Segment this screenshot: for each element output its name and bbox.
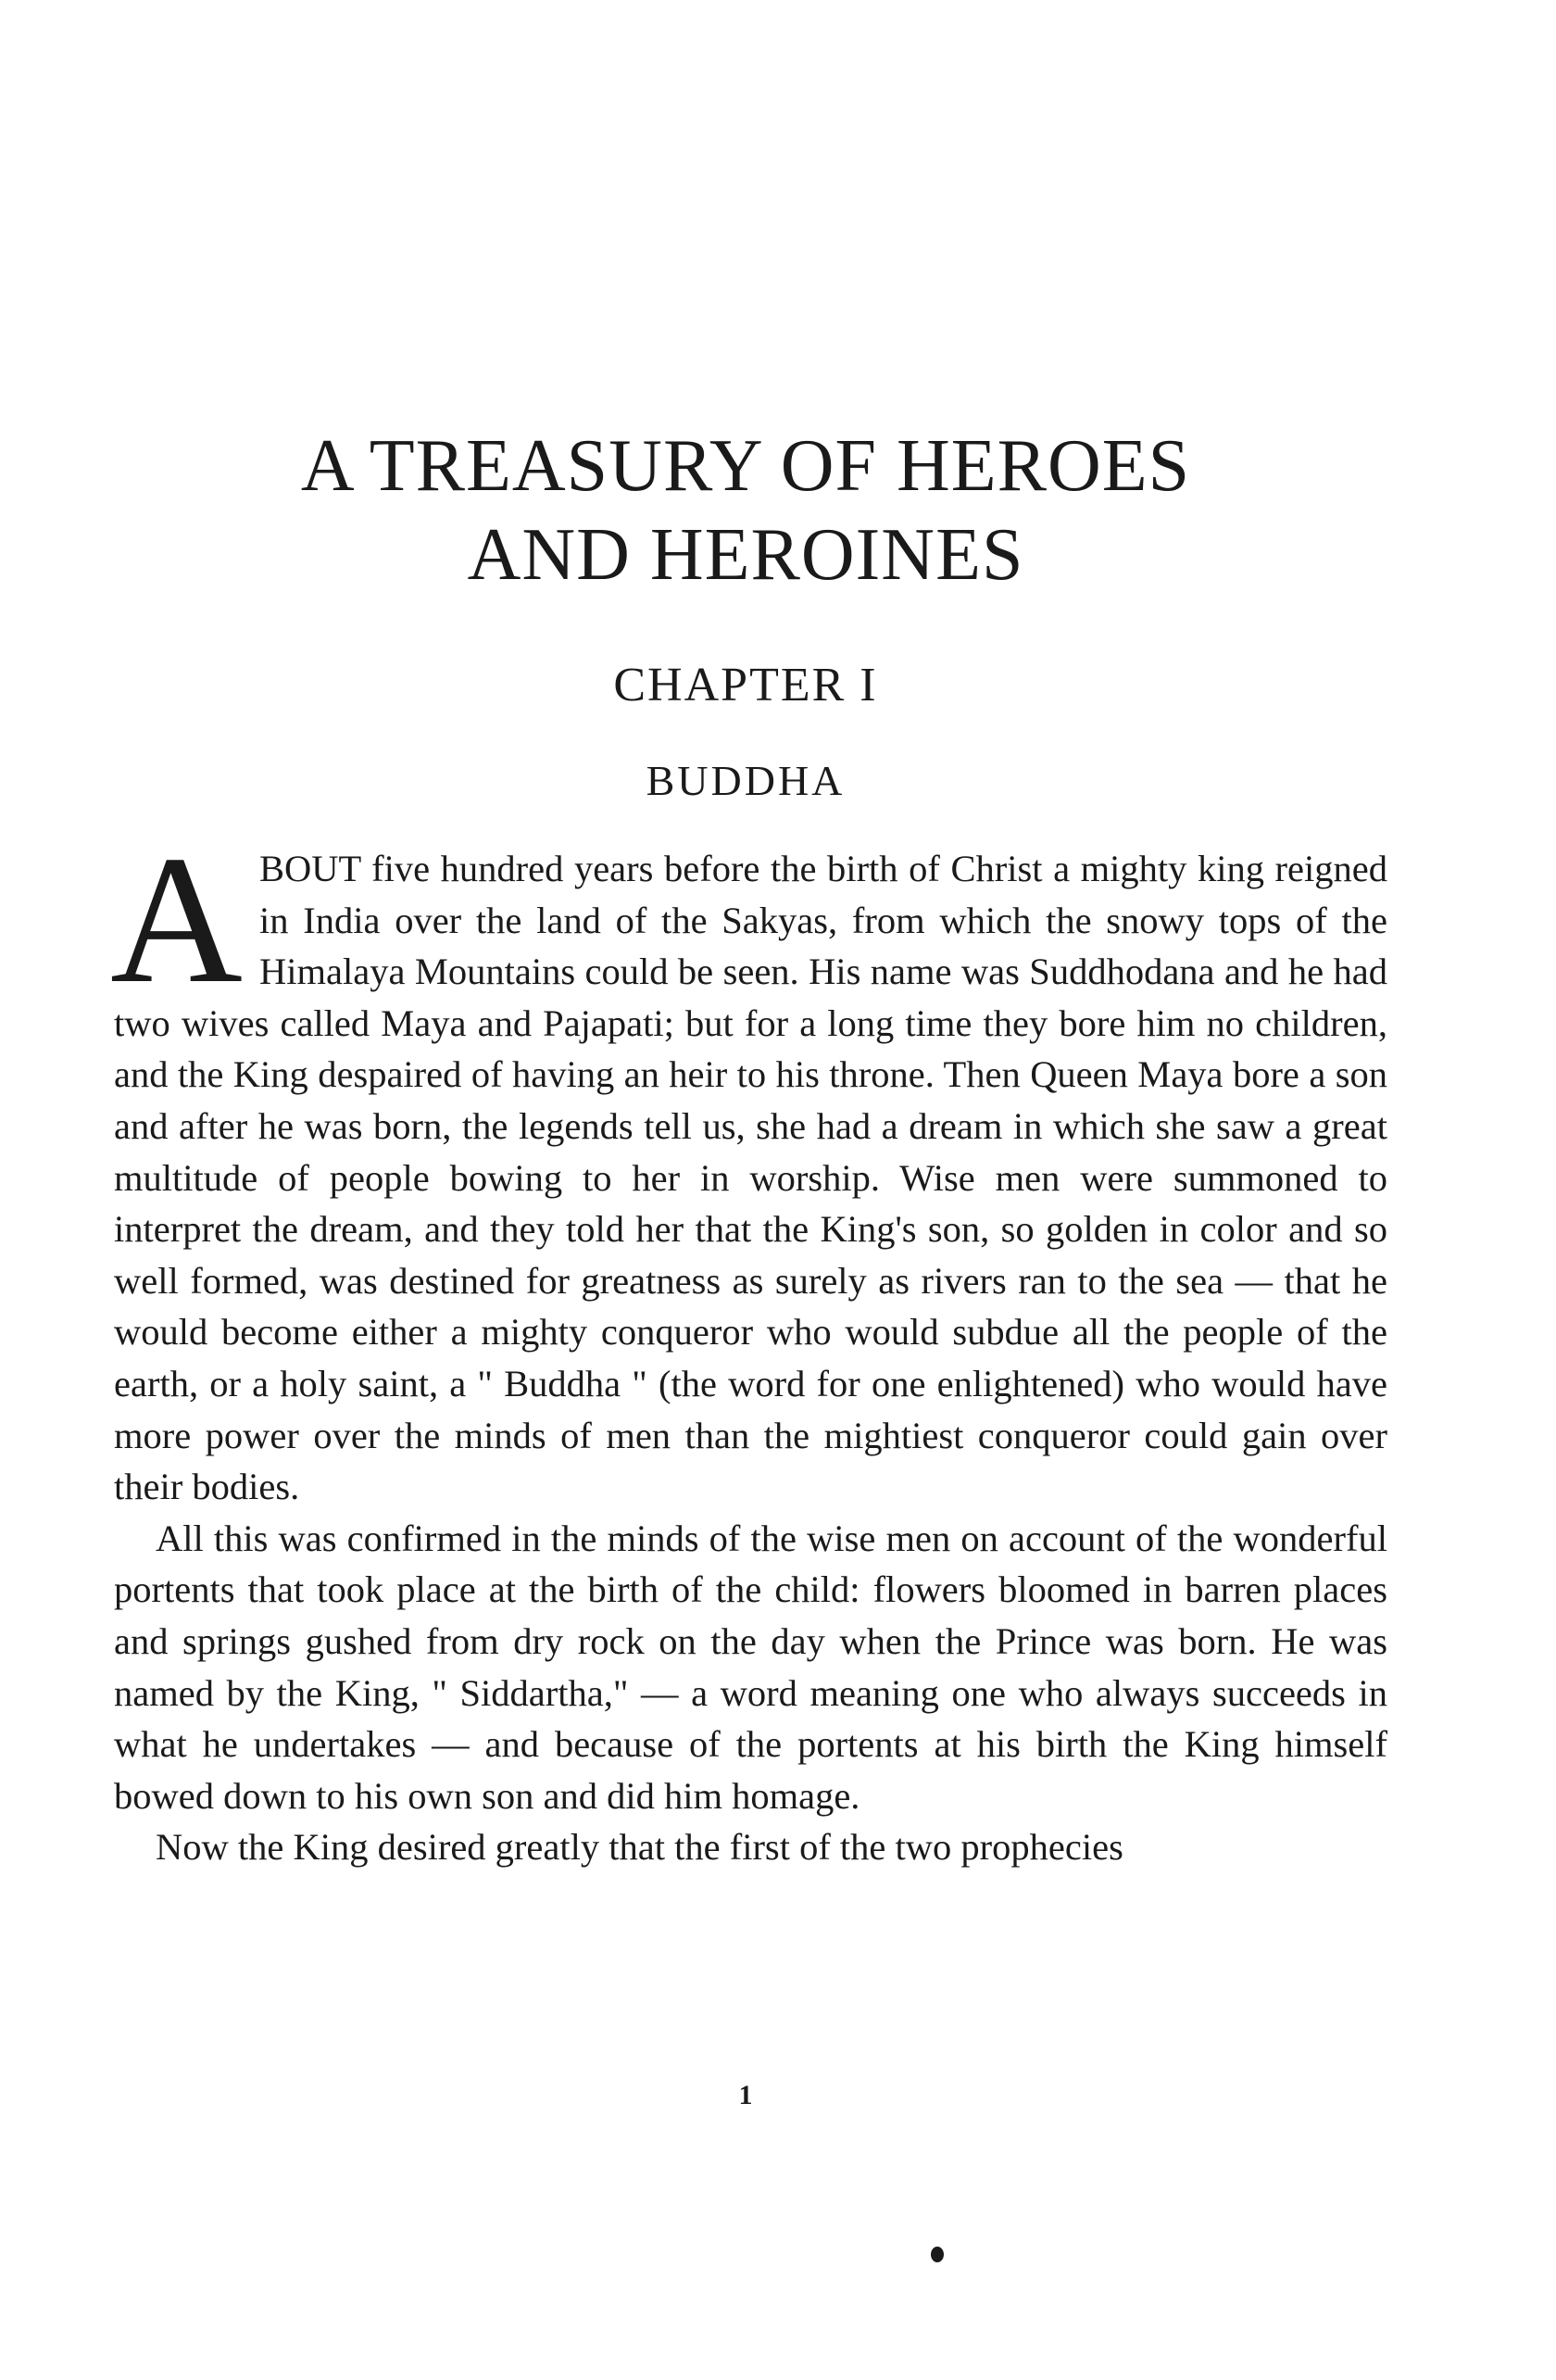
page-number: 1 bbox=[738, 2080, 753, 2110]
body-text bbox=[110, 818, 1387, 1873]
book-title-line-2: AND HEROINES bbox=[467, 514, 1024, 596]
drop-cap-letter: A bbox=[110, 818, 243, 1021]
chapter-number: CHAPTER I bbox=[613, 659, 878, 711]
ink-speck bbox=[931, 2247, 944, 2262]
book-title-line-1: A TREASURY OF HEROES bbox=[300, 425, 1191, 507]
paragraph-1: BOUT five hundred years before the birth of Christ a mighty king reigned in India over the land of the Sakyas, from which the snowy tops of the Himalaya Mountains could be seen. His name was Suddhodana and he had two wives called Maya and Pajapati; but for a long time they bore him no children, and the King despaired of having an heir to his throne. Then Queen Maya bore a son and after he was born, the legends tell us, she had a dream in which she saw a great multitude of people bowing to her in worship. Wise men were summoned to interpret the dream, and they told her that the King's son, so golden in color and so well formed, was destined for greatness as surely as rivers ran to the sea — that he would become either a mighty conqueror who would subdue all the people of the earth, or a holy saint, a " Buddha " (the word for one enlightened) who would have more power over the minds of men than the mightiest conqueror could gain over their bodies. bbox=[114, 848, 1387, 1508]
paragraph-2: All this was confirmed in the minds of the wise men on account of the wonderful portents that took place at the birth of the child: flowers bloomed in barren places and springs gushed from dry rock on the day when the Prince was born. He was named by the King, " Siddartha," — a word meaning one who always succeeds in what he undertakes — and because of the portents at his birth the King himself bowed down to his own son and did him homage. bbox=[114, 1517, 1387, 1817]
chapter-title: BUDDHA bbox=[646, 757, 846, 804]
paragraph-3: Now the King desired greatly that the first of the two prophecies bbox=[156, 1826, 1123, 1869]
book-title bbox=[0, 422, 1491, 599]
